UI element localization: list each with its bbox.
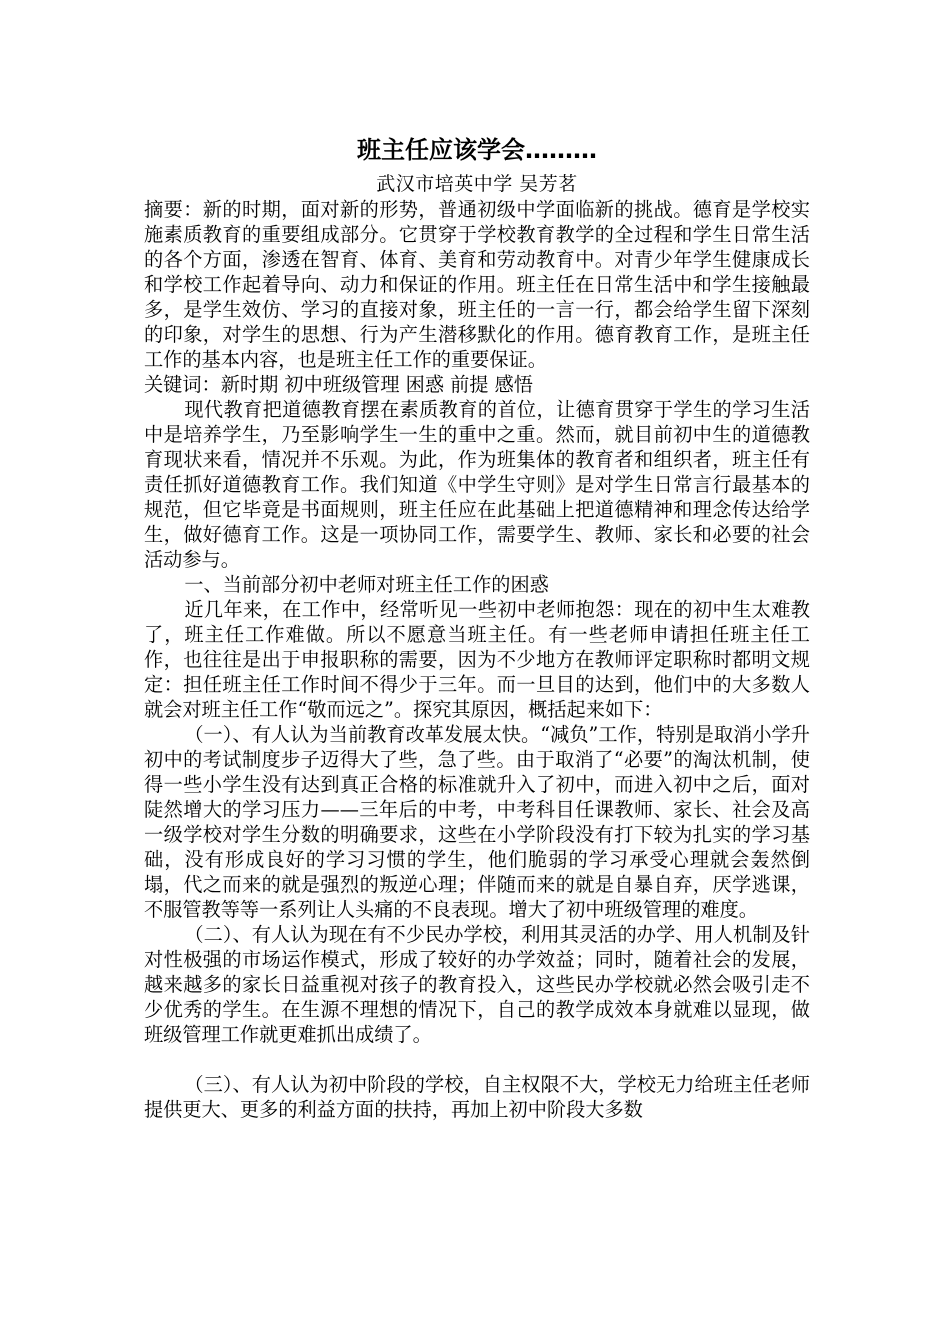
body-paragraph: 近几年来，在工作中，经常听见一些初中老师抱怨：现在的初中生太难教了，班主任工作难做。所以不愿意当班主任。有一些老师申请担任班主任工作，也往往是出于申报职称的需要，因为不少地方在教师评定职称时都明文规定：担任班主任工作时间不得少于三年。而一旦目的达到，他们中的大多数人就会对班主任工作“敬而远之”。探究其原因，概括起来如下： bbox=[144, 598, 810, 721]
document-body bbox=[144, 128, 810, 1122]
keywords-line: 关键词：新时期 初中班级管理 困惑 前提 感悟 bbox=[144, 373, 533, 396]
intro-paragraph: 现代教育把道德教育摆在素质教育的首位，让德育贯穿于学生的学习生活中是培养学生，乃至影响学生一生的重中之重。然而，就目前初中生的道德教育现状来看，情况并不乐观。为此，作为班集体的教育者和组织者，班主任有责任抓好道德教育工作。我们知道《中学生守则》是对学生日常言行最基本的规范，但它毕竟是书面规则，班主任应在此基础上把道德精神和理念传达给学生，做好德育工作。这是一项协同工作，需要学生、教师、家长和必要的社会活动参与。 bbox=[144, 398, 810, 571]
section-heading: 一、当前部分初中老师对班主任工作的困惑 bbox=[184, 573, 549, 596]
body-paragraph: （一）、有人认为当前教育改革发展太快。“减负”工作，特别是取消小学升初中的考试制度步子迈得大了些，急了些。由于取消了“必要”的淘汰机制，使得一些小学生没有达到真正合格的标准就升入了初中，而进入初中之后，面对陡然增大的学习压力——三年后的中考，中考科目任课教师、家长、社会及高一级学校对学生分数的明确要求，这些在小学阶段没有打下较为扎实的学习基础，没有形成良好的学习习惯的学生，他们脆弱的学习承受心理就会轰然倒塌，代之而来的就是强烈的叛逆心理；伴随而来的就是自暴自弃，厌学逃课，不服管教等等一系列让人头痛的不良表现。增大了初中班级管理的难度。 bbox=[144, 723, 810, 921]
abstract-paragraph: 摘要：新的时期，面对新的形势，普通初级中学面临新的挑战。德育是学校实施素质教育的重要组成部分。它贯穿于学校教育教学的全过程和学生日常生活的各个方面，渗透在智育、体育、美育和劳动教育中。对青少年学生健康成长和学校工作起着导向、动力和保证的作用。班主任在日常生活中和学生接触最多，是学生效仿、学习的直接对象，班主任的一言一行，都会给学生留下深刻的印象，对学生的思想、行为产生潜移默化的作用。德育教育工作，是班主任工作的基本内容，也是班主任工作的重要保证。 bbox=[144, 198, 810, 371]
document-author: 武汉市培英中学 吴芳茗 bbox=[376, 173, 578, 195]
body-paragraph: （三）、有人认为初中阶段的学校，自主权限不大，学校无力给班主任老师提供更大、更多的利益方面的扶持，再加上初中阶段大多数 bbox=[144, 1073, 810, 1121]
document-title: 班主任应该学会……… bbox=[357, 136, 597, 164]
body-paragraph: （二）、有人认为现在有不少民办学校，利用其灵活的办学、用人机制及针对性极强的市场运作模式，形成了较好的办学效益；同时，随着社会的发展，越来越多的家长日益重视对孩子的教育投入，这些民办学校就必然会吸引走不少优秀的学生。在生源不理想的情况下，自己的教学成效本身就难以显现，做班级管理工作就更难抓出成绩了。 bbox=[144, 923, 810, 1046]
